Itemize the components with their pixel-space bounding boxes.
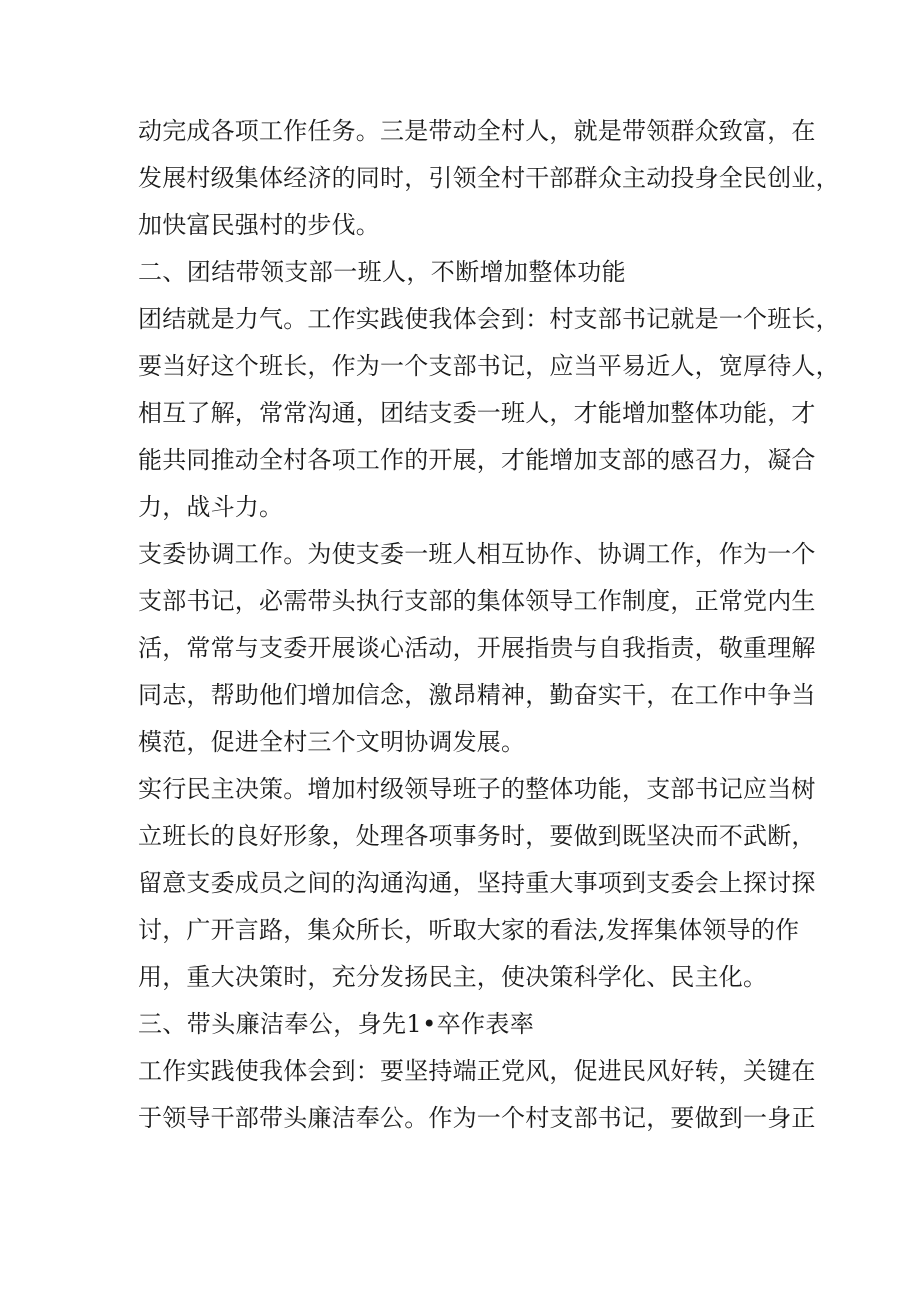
body-line: 活，常常与支委开展谈心活动，开展指贵与自我指责，敬重理解 xyxy=(138,634,816,662)
section-heading-3: 三、带头廉洁奉公，身先1•卒作表率 xyxy=(138,1010,535,1038)
body-line: 工作实践使我体会到：要坚持端正党风，促进民风好转，关键在 xyxy=(138,1057,816,1085)
body-line: 力，战斗力。 xyxy=(138,493,284,521)
body-line: 加快富民强村的步伐。 xyxy=(138,211,380,239)
body-line: 实行民主决策。增加村级领导班子的整体功能，支部书记应当树 xyxy=(138,775,816,803)
body-line: 留意支委成员之间的沟通沟通，坚持重大事项到支委会上探讨探 xyxy=(138,869,816,897)
body-line: 支委协调工作。为使支委一班人相互协作、协调工作，作为一个 xyxy=(138,540,816,568)
body-line: 团结就是力气。工作实践使我体会到：村支部书记就是一个班长， xyxy=(138,305,840,333)
body-line: 能共同推动全村各项工作的开展，才能增加支部的感召力，凝合 xyxy=(138,446,816,474)
body-line: 立班长的良好形象，处理各项事务时，要做到既坚决而不武断， xyxy=(138,822,816,850)
body-line: 同志，帮助他们增加信念，激昂精神，勤奋实干，在工作中争当 xyxy=(138,681,816,709)
body-line: 动完成各项工作任务。三是带动全村人，就是带领群众致富，在 xyxy=(138,117,816,145)
body-line: 于领导干部带头廉洁奉公。作为一个村支部书记，要做到一身正 xyxy=(138,1104,816,1132)
document-body xyxy=(138,108,840,1142)
body-line: 用，重大决策时，充分发扬民主，使决策科学化、民主化。 xyxy=(138,963,768,991)
body-line: 支部书记，必需带头执行支部的集体领导工作制度，正常党内生 xyxy=(138,587,816,615)
body-line: 模范，促进全村三个文明协调发展。 xyxy=(138,728,526,756)
body-line: 相互了解，常常沟通，团结支委一班人，才能增加整体功能，才 xyxy=(138,399,816,427)
body-line: 要当好这个班长，作为一个支部书记，应当平易近人，宽厚待人， xyxy=(138,352,840,380)
body-line: 讨，广开言路，集众所长，听取大家的看法,发挥集体领导的作 xyxy=(138,916,800,944)
section-heading-2: 二、团结带领支部一班人，不断增加整体功能 xyxy=(138,258,626,286)
body-line: 发展村级集体经济的同时，引领全村干部群众主动投身全民创业， xyxy=(138,164,840,192)
